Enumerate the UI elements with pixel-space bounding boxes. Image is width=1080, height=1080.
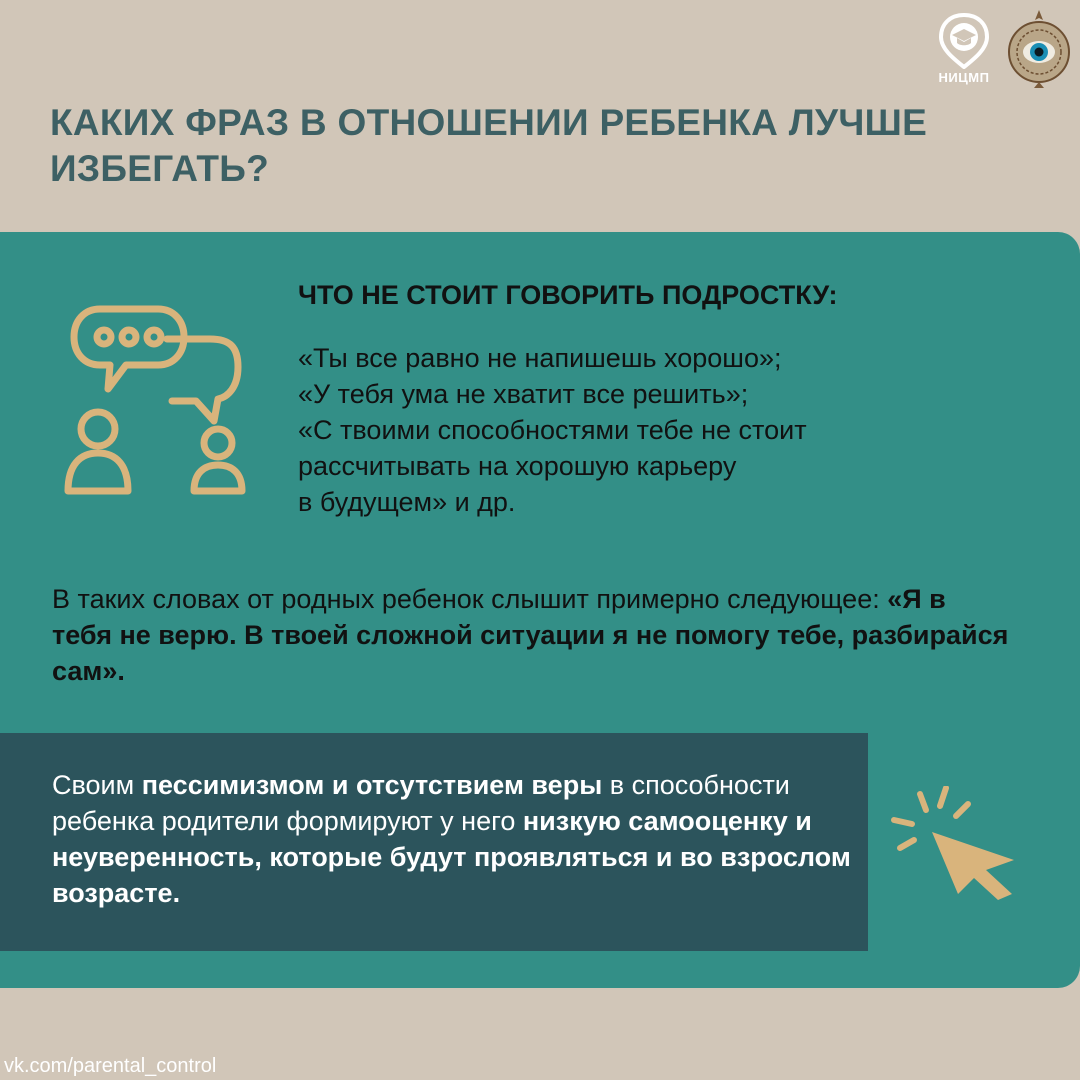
quote-list <box>298 340 998 520</box>
conclusion-part2: в способности ребенка родители формируют у него <box>52 770 790 836</box>
conclusion-text <box>52 767 862 911</box>
meaning-quote: «Я в тебя не верю. В твоей сложной ситуации я не помогу тебе, разбирайся сам» <box>52 584 1009 686</box>
card-heading: ЧТО НЕ СТОИТ ГОВОРИТЬ ПОДРОСТКУ: <box>298 280 838 310</box>
quote-line: «Ты все равно не напишешь хорошо»; <box>298 343 782 373</box>
meaning-end: . <box>117 656 125 686</box>
quote-line: «С твоими способностями тебе не стоит <box>298 415 807 445</box>
nicmp-logo <box>930 11 998 85</box>
quote-line: рассчитывать на хорошую карьеру <box>298 451 737 481</box>
quote-line: «У тебя ума не хватит все решить»; <box>298 379 749 409</box>
nicmp-logo-text: НИЦМП <box>938 70 990 85</box>
meaning-intro: В таких словах от родных ребенок слышит примерно следующее: <box>52 584 888 614</box>
conclusion-part1: Своим <box>52 770 142 800</box>
cursor-click-icon <box>888 786 1018 901</box>
chat-people-icon <box>60 305 256 501</box>
page-title: КАКИХ ФРАЗ В ОТНОШЕНИИ РЕБЕНКА ЛУЧШЕ ИЗБЕГАТЬ? <box>50 102 928 189</box>
conclusion-bold2: низкую самооценку и неуверенность, которые будут проявляться и во взрослом возрасте. <box>52 806 851 908</box>
quote-line: в будущем» и др. <box>298 487 516 517</box>
footer-url: vk.com/parental_control <box>4 1055 217 1077</box>
graduation-cap-icon <box>930 11 998 69</box>
eye-emblem-icon <box>1006 8 1072 88</box>
logos <box>930 8 1072 88</box>
conclusion-bold1: пессимизмом и отсутствием веры <box>141 770 603 800</box>
meaning-paragraph <box>52 581 1012 689</box>
